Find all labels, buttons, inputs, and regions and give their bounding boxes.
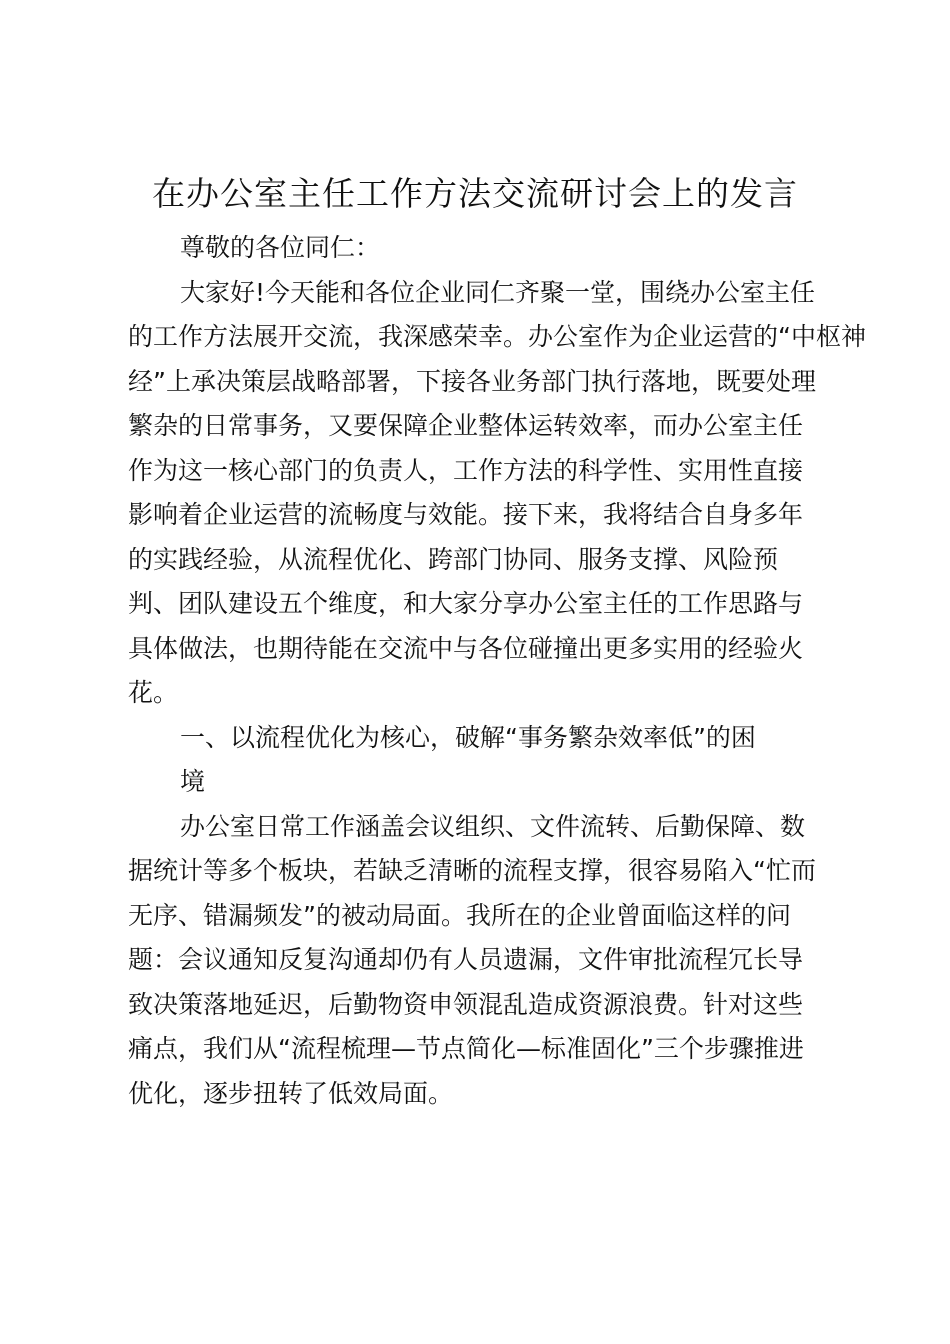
text-line: 痛点，我们从“流程梳理—节点简化—标准固化”三个步骤推进 xyxy=(128,1034,804,1063)
section-heading-1 xyxy=(128,716,843,805)
text-line: 据统计等多个板块，若缺乏清晰的流程支撑，很容易陷入“忙而 xyxy=(128,856,816,885)
paragraph-section-1 xyxy=(128,805,843,1117)
text-line: 的实践经验，从流程优化、跨部门协同、服务支撑、风险预 xyxy=(128,544,779,574)
text-line: 经”上承决策层战略部署，下接各业务部门执行落地，既要处理 xyxy=(128,366,816,396)
paragraph-intro xyxy=(128,271,866,716)
document-title: 在办公室主任工作方法交流研讨会上的发言 xyxy=(152,174,798,213)
text-line: 的工作方法展开交流，我深感荣幸。办公室作为企业运营的“中枢神 xyxy=(128,322,866,351)
text-line: 繁杂的日常事务，又要保障企业整体运转效率，而办公室主任 xyxy=(128,411,804,440)
text-line: 具体做法，也期待能在交流中与各位碰撞出更多实用的经验火 xyxy=(128,633,804,663)
text-line: 判、团队建设五个维度，和大家分享办公室主任的工作思路与 xyxy=(128,589,804,618)
text-line: 题：会议通知反复沟通却仍有人员遗漏，文件审批流程冗长导 xyxy=(128,945,804,974)
heading-line: 境 xyxy=(180,767,206,796)
text-line: 优化，逐步扭转了低效局面。 xyxy=(128,1078,454,1108)
text-line: 影响着企业运营的流畅度与效能。接下来，我将结合自身多年 xyxy=(128,500,804,529)
text-line: 花。 xyxy=(128,678,179,707)
text-line: 致决策落地延迟，后勤物资申领混乱造成资源浪费。针对这些 xyxy=(128,989,804,1019)
salutation xyxy=(128,226,843,271)
text-line: 办公室日常工作涵盖会议组织、文件流转、后勤保障、数 xyxy=(180,811,806,841)
document-body xyxy=(128,226,866,1116)
text-line: 大家好!今天能和各位企业同仁齐聚一堂，围绕办公室主任 xyxy=(180,277,816,307)
heading-line: 一、以流程优化为核心，破解“事务繁杂效率低”的困 xyxy=(180,722,756,752)
salutation-text: 尊敬的各位同仁： xyxy=(180,233,381,262)
text-line: 无序、错漏频发”的被动局面。我所在的企业曾面临这样的问 xyxy=(128,900,791,930)
text-line: 作为这一核心部门的负责人，工作方法的科学性、实用性直接 xyxy=(128,455,804,485)
